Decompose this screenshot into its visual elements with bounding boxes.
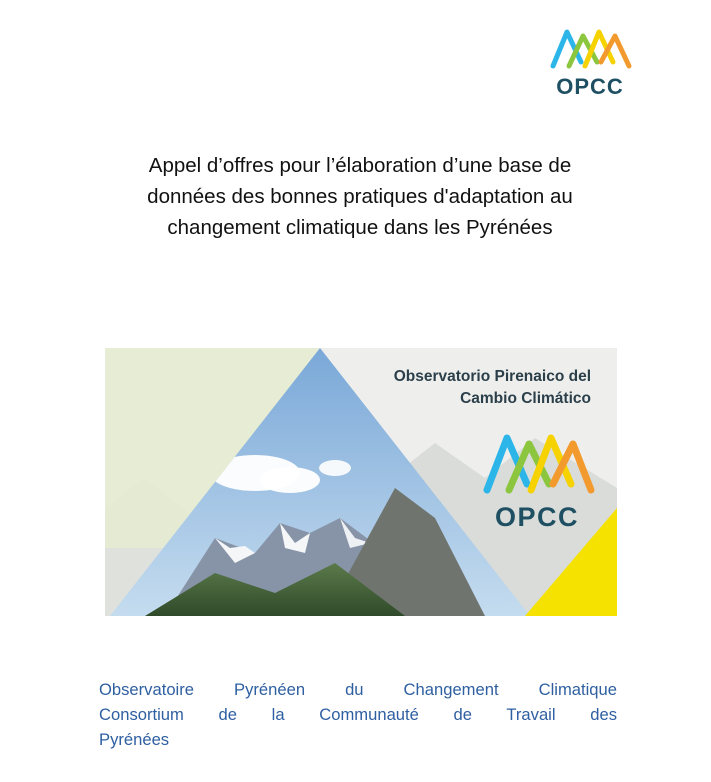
footer-line: Consortium de la Communauté de Travail des (99, 705, 617, 724)
opcc-logo-text: OPCC (556, 74, 624, 99)
opcc-banner-image (105, 348, 617, 616)
banner-opcc-logo (477, 424, 597, 534)
title-line: changement climatique dans les Pyrénées (167, 216, 553, 239)
title-line: données des bonnes pratiques d'adaptation au (147, 185, 573, 208)
document-title (60, 150, 660, 243)
banner-title-line: Cambio Climático (460, 390, 591, 407)
banner-title-line: Observatorio Pirenaico del (393, 368, 591, 385)
opcc-mountains-icon (477, 424, 597, 502)
banner-logo-text: OPCC (494, 502, 579, 532)
footer-line: Pyrénées (99, 730, 170, 749)
banner-title (394, 366, 591, 410)
title-line: Appel d’offres pour l’élaboration d’une base de (148, 154, 572, 177)
organization-footer (99, 677, 617, 752)
footer-line: Observatoire Pyrénéen du Changement Climatique (99, 680, 617, 699)
opcc-mountains-icon (545, 22, 635, 74)
opcc-logo (545, 22, 635, 102)
